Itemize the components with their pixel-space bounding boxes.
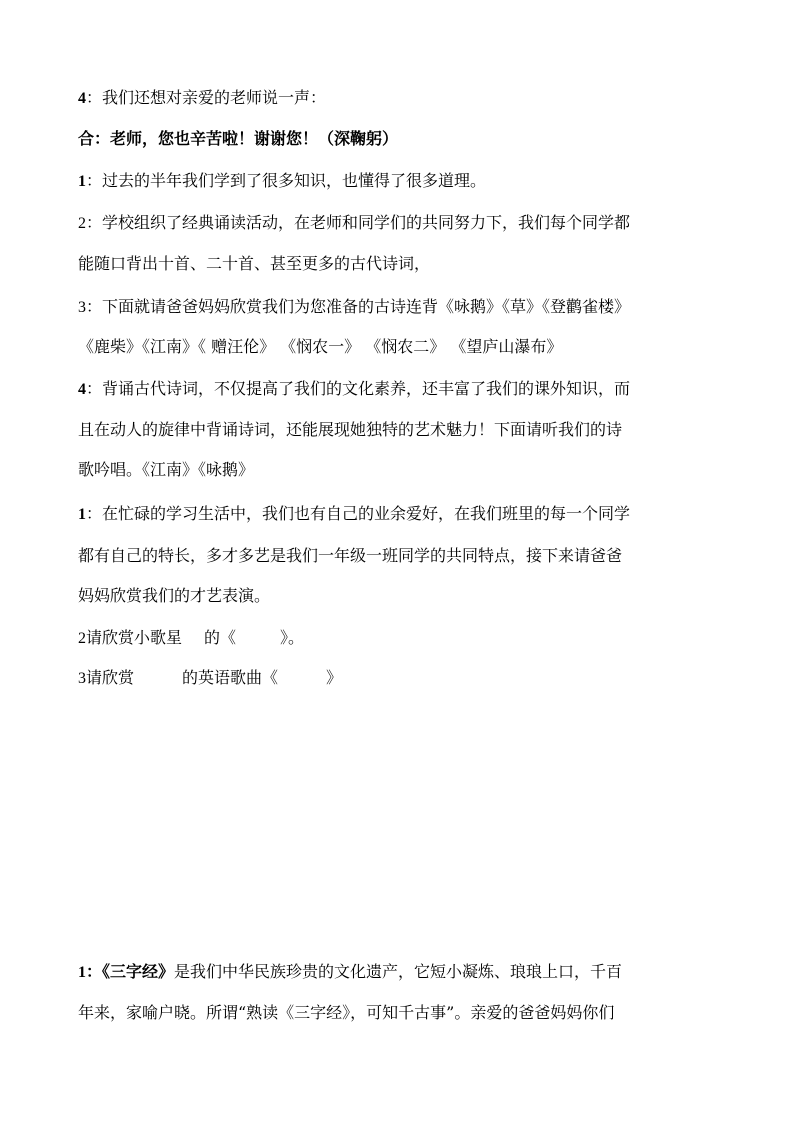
speaker-number: 1 <box>78 506 86 523</box>
paragraph-chorus-thanks <box>78 129 724 149</box>
paragraph-text: ：下面就请爸爸妈妈欣赏我们为您准备的古诗连背《咏鹅》《草》《登鹳雀楼》 <box>86 297 631 316</box>
paragraph-text: 请欣赏小歌星 <box>86 628 183 647</box>
paragraph-english-song-placeholder <box>78 668 724 689</box>
paragraph-text: ：老师，您也辛苦啦！谢谢您！（深鞠躬） <box>94 129 399 148</box>
paragraph-speaker-3-line2 <box>78 337 724 357</box>
paragraph-speaker-4-line2 <box>78 420 724 440</box>
paragraph-speaker-2-line1 <box>78 213 724 234</box>
paragraph-text: 是我们中华民族珍贵的文化遗产，它短小凝炼、琅琅上口，千百 <box>174 962 623 981</box>
paragraph-text: 》。 <box>280 628 305 647</box>
paragraph-text: 》 <box>326 668 343 687</box>
paragraph-text: ：背诵古代诗词，不仅提高了我们的文化素养，还丰富了我们的课外知识，而 <box>86 379 631 398</box>
paragraph-singer-placeholder <box>78 628 724 649</box>
speaker-number: 2 <box>78 630 86 647</box>
speaker-number: 1 <box>78 964 86 981</box>
paragraph-text: 年来，家喻户晓。所谓“熟读《三字经》，可知千古事”。亲爱的爸爸妈妈你们 <box>78 1003 615 1022</box>
speaker-number: 3 <box>78 670 86 687</box>
paragraph-speaker-1-hobby-line3 <box>78 586 724 606</box>
speaker-number: 2 <box>78 215 86 232</box>
paragraph-text: 《鹿柴》《江南》《 赠汪伦》 《悯农一》 《悯农二》 《望庐山瀑布》 <box>78 337 563 356</box>
paragraph-speaker-4-line3 <box>78 460 724 480</box>
paragraph-sanzijing-line2 <box>78 1003 724 1023</box>
paragraph-text: 能随口背出十首、二十首、甚至更多的古代诗词， <box>78 254 431 273</box>
paragraph-text: 妈妈欣赏我们的才艺表演。 <box>78 586 271 605</box>
paragraph-text: 歌吟唱。《江南》《咏鹅》 <box>78 460 255 479</box>
paragraph-text: 且在动人的旋律中背诵诗词，还能展现她独特的艺术魅力！下面请听我们的诗 <box>78 420 623 439</box>
paragraph-speaker-4-line1 <box>78 379 724 400</box>
paragraph-speaker-4-teacher <box>78 88 724 109</box>
paragraph-text: ：在忙碌的学习生活中，我们也有自己的业余爱好，在我们班里的每一个同学 <box>86 504 631 523</box>
paragraph-text: 的英语歌曲《 <box>182 668 279 687</box>
paragraph-speaker-1-knowledge <box>78 171 724 192</box>
paragraph-text: ：我们还想对亲爱的老师说一声： <box>86 88 327 107</box>
speaker-colon: ： <box>86 962 103 981</box>
paragraph-speaker-1-hobby-line2 <box>78 546 724 566</box>
speaker-label: 合 <box>78 129 95 148</box>
paragraph-speaker-3-line1 <box>78 297 724 318</box>
paragraph-text: 请欣赏 <box>86 668 135 687</box>
paragraph-speaker-1-hobby-line1 <box>78 504 724 525</box>
speaker-number: 4 <box>78 90 86 107</box>
book-title: 《三字经》 <box>102 962 175 981</box>
paragraph-text: ：学校组织了经典诵读活动，在老师和同学们的共同努力下，我们每个同学都 <box>86 213 631 232</box>
paragraph-text: 都有自己的特长，多才多艺是我们一年级一班同学的共同特点，接下来请爸爸 <box>78 546 623 565</box>
paragraph-speaker-2-line2 <box>78 254 724 274</box>
paragraph-text: ：过去的半年我们学到了很多知识，也懂得了很多道理。 <box>86 171 487 190</box>
speaker-number: 1 <box>78 173 86 190</box>
speaker-number: 4 <box>78 381 86 398</box>
paragraph-text: 的《 <box>204 628 237 647</box>
paragraph-sanzijing-line1 <box>78 962 724 983</box>
speaker-number: 3 <box>78 299 86 316</box>
